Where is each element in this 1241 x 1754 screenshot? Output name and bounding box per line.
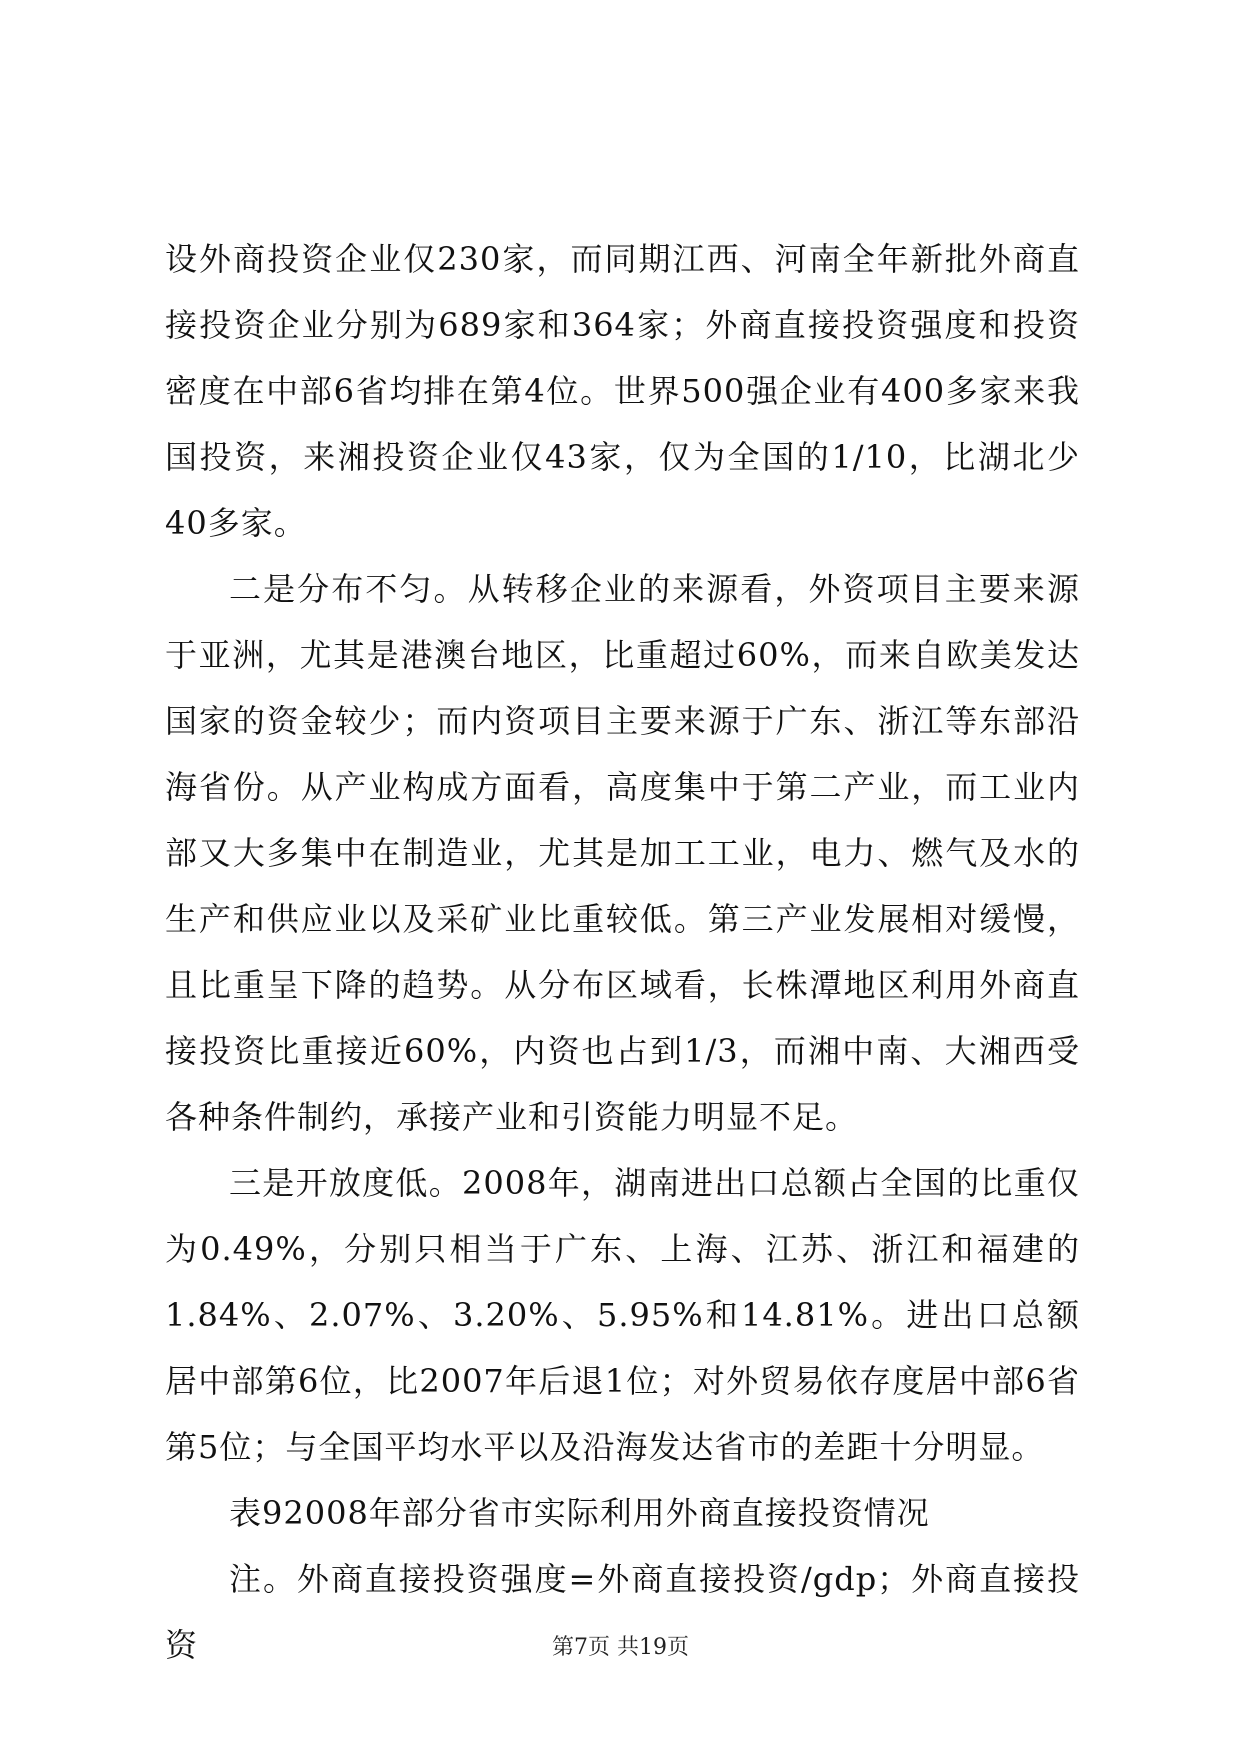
table-caption: 表92008年部分省市实际利用外商直接投资情况	[229, 1494, 930, 1532]
paragraph-uneven-distribution: 二是分布不匀。从转移企业的来源看，外资项目主要来源于亚洲，尤其是港澳台地区，比重超过60%，而来自欧美发达国家的资金较少；而内资项目主要来源于广东、浙江等东部沿海省份。从产业构成方面看，高度集中于第二产业，而工业内部又大多集中在制造业，尤其是加工工业，电力、燃气及水的生产和供应业以及采矿业比重较低。第三产业发展相对缓慢，且比重呈下降的趋势。从分布区域看，长株潭地区利用外商直接投资比重接近60%，内资也占到1/3，而湘中南、大湘西受各种条件制约，承接产业和引资能力明显不足。	[165, 570, 1080, 1136]
paragraph-foreign-investment-count: 设外商投资企业仅230家，而同期江西、河南全年新批外商直接投资企业分别为689家和364家；外商直接投资强度和投资密度在中部6省均排在第4位。世界500强企业有400多家来我国投资，来湘投资企业仅43家，仅为全国的1/10，比湖北少40多家。	[165, 240, 1080, 542]
document-body	[165, 226, 1080, 1678]
page-number-footer: 第7页 共19页	[552, 1635, 689, 1660]
paragraph-low-openness: 三是开放度低。2008年，湖南进出口总额占全国的比重仅为0.49%，分别只相当于广东、上海、江苏、浙江和福建的1.84%、2.07%、3.20%、5.95%和14.81%。进出口总额居中部第6位，比2007年后退1位；对外贸易依存度居中部6省第5位；与全国平均水平以及沿海发达省市的差距十分明显。	[165, 1164, 1080, 1466]
paragraph-note: 注。外商直接投资强度=外商直接投资/gdp；外商直接投资	[165, 1560, 1080, 1664]
